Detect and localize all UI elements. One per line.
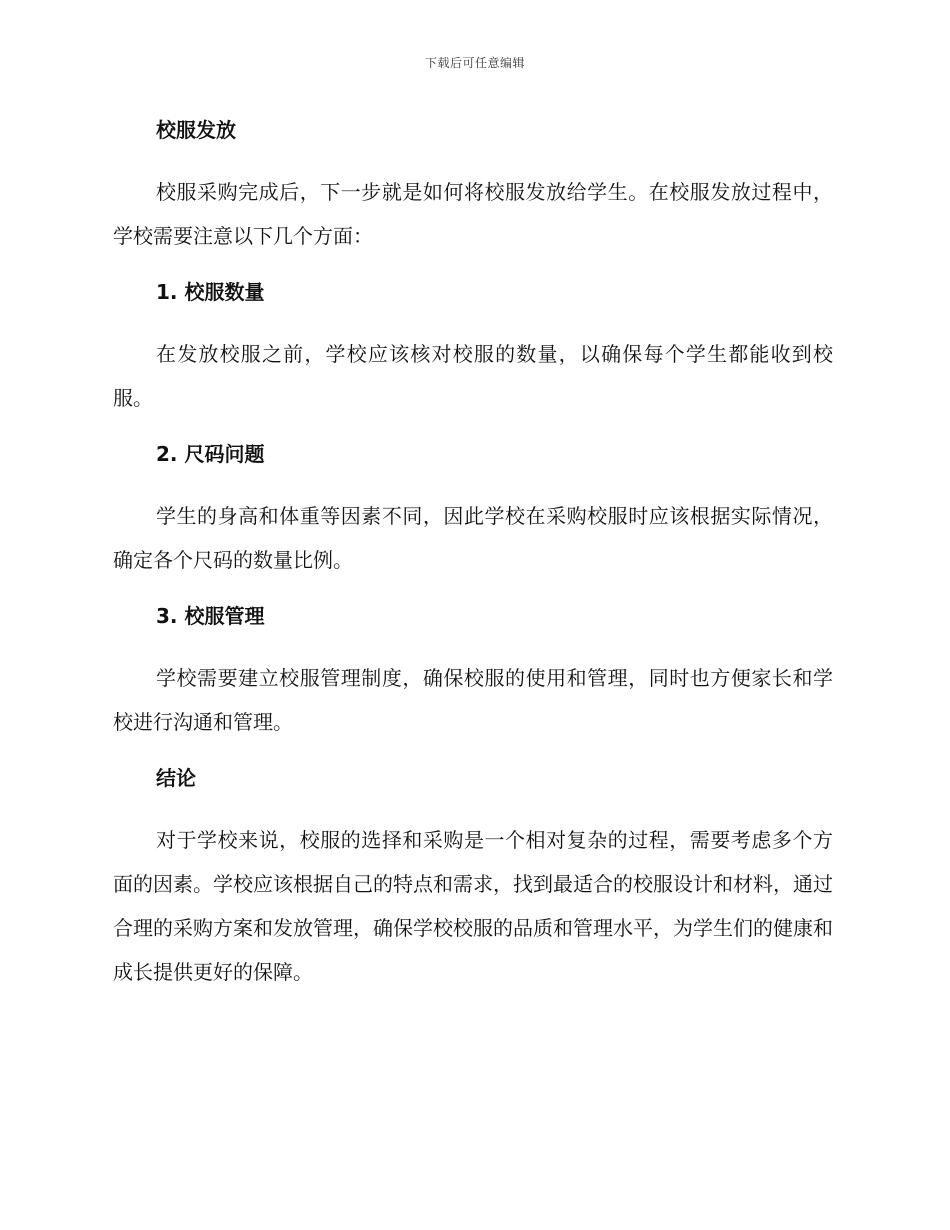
section-paragraph-conclusion: 对于学校来说，校服的选择和采购是一个相对复杂的过程，需要考虑多个方面的因素。学校应该根据自己的特点和需求，找到最适合的校服设计和材料，通过合理的采购方案和发放管理，确保学校校服的品质和管理水平，为学生们的健康和成长提供更好的保障。: [113, 828, 833, 984]
section-heading-quantity: 1. 校服数量: [156, 280, 265, 304]
section-heading-size: 2. 尺码问题: [156, 442, 265, 466]
section-paragraph-distribution: 校服采购完成后，下一步就是如何将校服发放给学生。在校服发放过程中，学校需要注意以下几个方面：: [113, 180, 833, 248]
section-paragraph-quantity: 在发放校服之前，学校应该核对校服的数量，以确保每个学生都能收到校服。: [113, 342, 833, 410]
section-heading-distribution: 校服发放: [156, 118, 236, 142]
document-body: [113, 112, 833, 994]
section-heading-conclusion: 结论: [156, 766, 196, 790]
section-paragraph-size: 学生的身高和体重等因素不同，因此学校在采购校服时应该根据实际情况，确定各个尺码的数量比例。: [113, 504, 833, 572]
section-heading-management: 3. 校服管理: [156, 604, 265, 628]
section-paragraph-management: 学校需要建立校服管理制度，确保校服的使用和管理，同时也方便家长和学校进行沟通和管理。: [113, 666, 833, 734]
header-note: 下载后可任意编辑: [424, 56, 525, 70]
